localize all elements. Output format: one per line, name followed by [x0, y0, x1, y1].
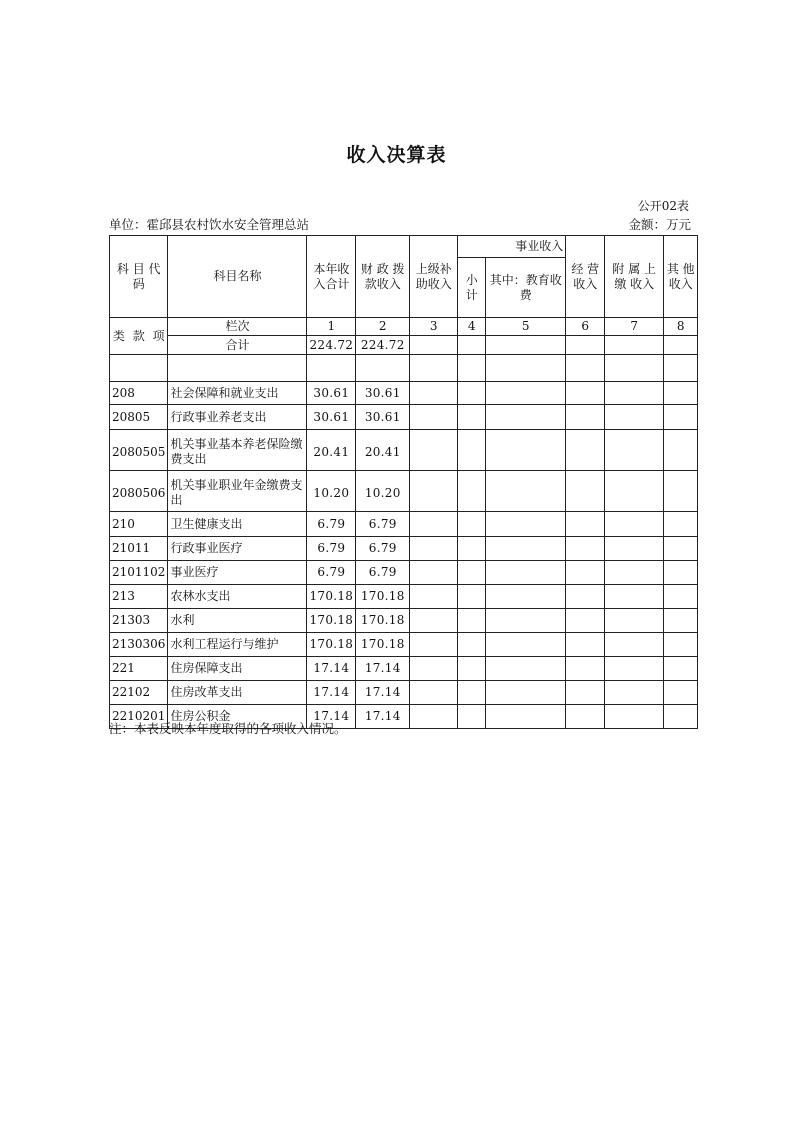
col-num-3: 3: [410, 318, 458, 336]
row-fiscal-income: 170.18: [356, 585, 410, 609]
row-code: 2080505: [110, 430, 168, 471]
header-business-income: 事业收入: [458, 236, 566, 258]
column-number-row: [110, 318, 698, 336]
col-num-5: 5: [486, 318, 566, 336]
row-code: 208: [110, 382, 168, 405]
table-row: [110, 657, 698, 681]
row-name: 农林水支出: [168, 585, 307, 609]
footnote: 注：本表反映本年度取得的各项收入情况。: [109, 721, 347, 736]
col-num-1: 1: [307, 318, 356, 336]
header-subject-name: 科目名称: [168, 236, 307, 318]
amount-unit: 金额：万元: [628, 217, 691, 232]
row-fiscal-income: 6.79: [356, 561, 410, 585]
unit-label: 单位：霍邱县农村饮水安全管理总站: [109, 217, 310, 232]
row-fiscal-income: 17.14: [356, 705, 410, 729]
header-subtotal: 小计: [458, 258, 486, 318]
table-row: [110, 681, 698, 705]
row-total-income: 30.61: [307, 382, 356, 405]
row-fiscal-income: 30.61: [356, 382, 410, 405]
total-label: 合计: [168, 336, 307, 355]
row-name: 住房公积金: [168, 705, 307, 729]
row-total-income: 17.14: [307, 681, 356, 705]
row-fiscal-income: 20.41: [356, 430, 410, 471]
table-row: [110, 512, 698, 537]
header-other: 其 他收入: [664, 236, 698, 318]
table-row: [110, 609, 698, 633]
row-total-income: 6.79: [307, 537, 356, 561]
row-code: 221: [110, 657, 168, 681]
col-num-8: 8: [664, 318, 698, 336]
row-name: 社会保障和就业支出: [168, 382, 307, 405]
header-affiliated: 附 属 上缴 收入: [605, 236, 664, 318]
row-fiscal-income: 17.14: [356, 657, 410, 681]
row-name: 卫生健康支出: [168, 512, 307, 537]
row-fiscal-income: 6.79: [356, 537, 410, 561]
total-fiscal-value: 224.72: [356, 336, 410, 355]
row-fiscal-income: 170.18: [356, 633, 410, 657]
row-code: 20805: [110, 405, 168, 430]
form-code: 公开02表: [637, 199, 689, 213]
row-fiscal-income: 6.79: [356, 512, 410, 537]
row-fiscal-income: 17.14: [356, 681, 410, 705]
header-row-1: [110, 236, 698, 258]
row-code: 21303: [110, 609, 168, 633]
row-total-income: 170.18: [307, 609, 356, 633]
row-total-income: 170.18: [307, 633, 356, 657]
row-code: 210: [110, 512, 168, 537]
income-table: [109, 235, 698, 729]
table-row: [110, 537, 698, 561]
header-education-fee: 其中：教育收 费: [486, 258, 566, 318]
total-row: [110, 336, 698, 355]
header-superior-subsidy: 上级补助收入: [410, 236, 458, 318]
row-total-income: 170.18: [307, 585, 356, 609]
row-code: 2080506: [110, 471, 168, 512]
row-code: 2210201: [110, 705, 168, 729]
row-name: 住房改革支出: [168, 681, 307, 705]
table-row: [110, 430, 698, 471]
header-column-no: 栏次: [168, 318, 307, 336]
table-row: [110, 561, 698, 585]
header-fiscal: 财 政 拨款收入: [356, 236, 410, 318]
row-name: 水利工程运行与维护: [168, 633, 307, 657]
row-code: 213: [110, 585, 168, 609]
total-income-value: 224.72: [307, 336, 356, 355]
row-total-income: 17.14: [307, 657, 356, 681]
col-num-2: 2: [356, 318, 410, 336]
col-num-6: 6: [566, 318, 605, 336]
row-name: 事业医疗: [168, 561, 307, 585]
row-code: 2101102: [110, 561, 168, 585]
table-row: [110, 633, 698, 657]
spacer-row: [110, 355, 698, 382]
row-name: 行政事业医疗: [168, 537, 307, 561]
row-name: 住房保障支出: [168, 657, 307, 681]
col-num-7: 7: [605, 318, 664, 336]
row-total-income: 10.20: [307, 471, 356, 512]
row-total-income: 17.14: [307, 705, 356, 729]
row-fiscal-income: 30.61: [356, 405, 410, 430]
header-subject-code: 科 目 代码: [110, 236, 168, 318]
row-total-income: 6.79: [307, 512, 356, 537]
row-name: 行政事业养老支出: [168, 405, 307, 430]
row-code: 21011: [110, 537, 168, 561]
header-lei-kuan-xiang: 类 款 项: [110, 318, 168, 355]
table-row: [110, 585, 698, 609]
row-name: 机关事业职业年金缴费支出: [168, 471, 307, 512]
row-code: 2130306: [110, 633, 168, 657]
row-total-income: 30.61: [307, 405, 356, 430]
row-total-income: 20.41: [307, 430, 356, 471]
row-code: 22102: [110, 681, 168, 705]
row-name: 水利: [168, 609, 307, 633]
header-total-income: 本年收入合计: [307, 236, 356, 318]
row-fiscal-income: 10.20: [356, 471, 410, 512]
row-name: 机关事业基本养老保险缴费支出: [168, 430, 307, 471]
col-num-4: 4: [458, 318, 486, 336]
table-row: [110, 405, 698, 430]
row-fiscal-income: 170.18: [356, 609, 410, 633]
header-operating: 经 营收入: [566, 236, 605, 318]
row-total-income: 6.79: [307, 561, 356, 585]
table-row: [110, 382, 698, 405]
page-title: 收入决算表: [346, 144, 447, 166]
table-row: [110, 471, 698, 512]
